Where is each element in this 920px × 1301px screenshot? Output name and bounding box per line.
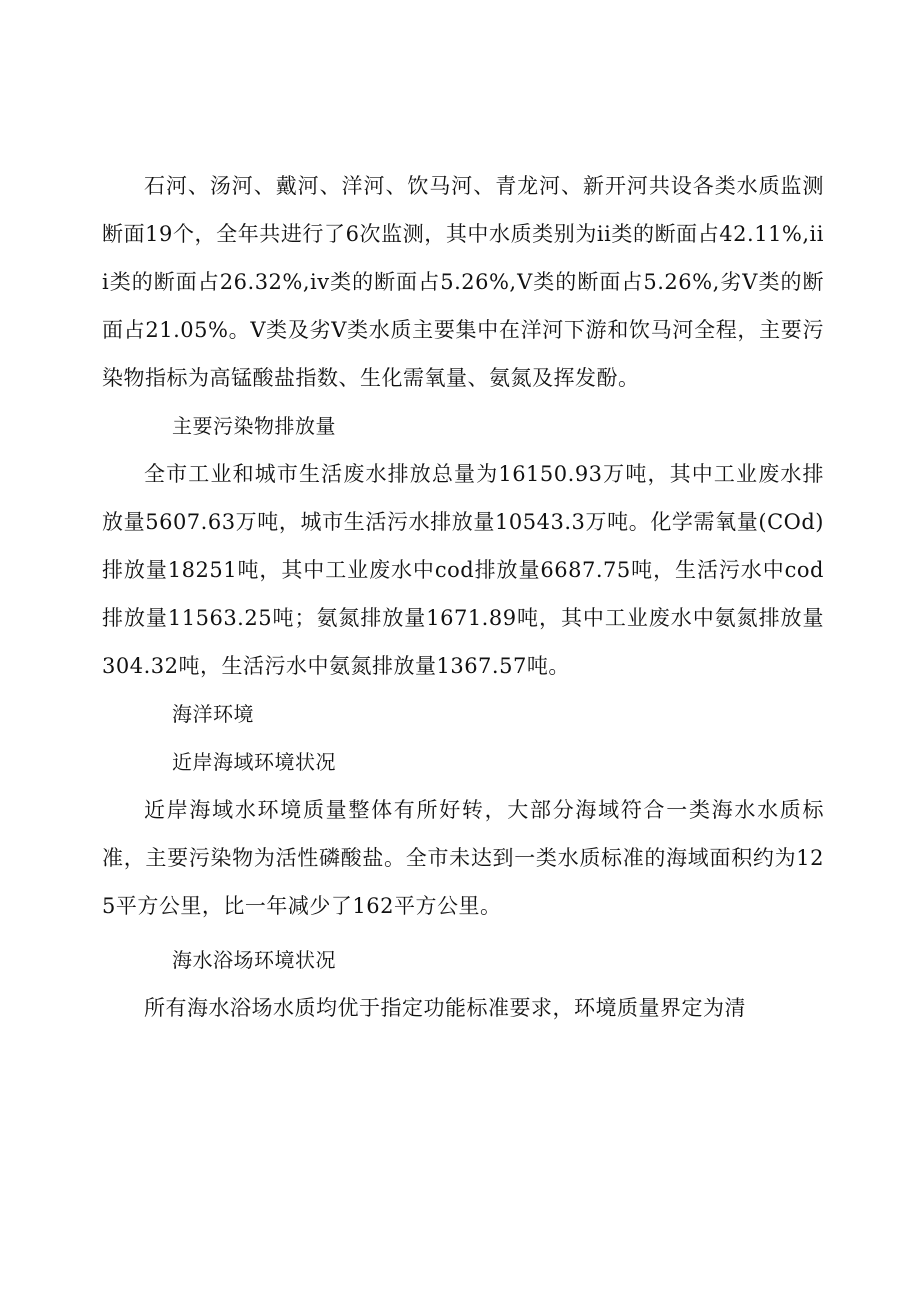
paragraph-bathing-beach: 所有海水浴场水质均优于指定功能标准要求，环境质量界定为清: [144, 996, 746, 1020]
heading-main-pollutant-emissions: 主要污染物排放量: [172, 414, 336, 438]
paragraph-river-monitoring: 石河、汤河、戴河、洋河、饮马河、青龙河、新开河共设各类水质监测断面19个，全年共进行了6次监测，其中水质类别为ii类的断面占42.11%,iii类的断面占26.32%,iv类的断面占5.26%,Ⅴ类的断面占5.26%,劣Ⅴ类的断面占21.05%。Ⅴ类及劣Ⅴ类水质主要集中在洋河下游和饮马河全程，主要污染物指标为高锰酸盐指数、生化需氧量、氨氮及挥发酚。: [102, 174, 824, 390]
heading-marine-environment: 海洋环境: [172, 702, 254, 726]
heading-coastal-waters-status: 近岸海域环境状况: [172, 750, 336, 774]
document-body: [102, 162, 824, 1032]
heading-bathing-beach-status: 海水浴场环境状况: [172, 948, 336, 972]
paragraph-wastewater-emissions: 全市工业和城市生活废水排放总量为16150.93万吨，其中工业废水排放量5607.63万吨，城市生活污水排放量10543.3万吨。化学需氧量(COd)排放量18251吨，其中工业废水中cod排放量6687.75吨，生活污水中cod排放量11563.25吨；氨氮排放量1671.89吨，其中工业废水中氨氮排放量304.32吨，生活污水中氨氮排放量1367.57吨。: [102, 462, 824, 678]
paragraph-coastal-waters: 近岸海域水环境质量整体有所好转，大部分海域符合一类海水水质标准，主要污染物为活性磷酸盐。全市未达到一类水质标准的海域面积约为125平方公里，比一年减少了162平方公里。: [102, 798, 824, 918]
